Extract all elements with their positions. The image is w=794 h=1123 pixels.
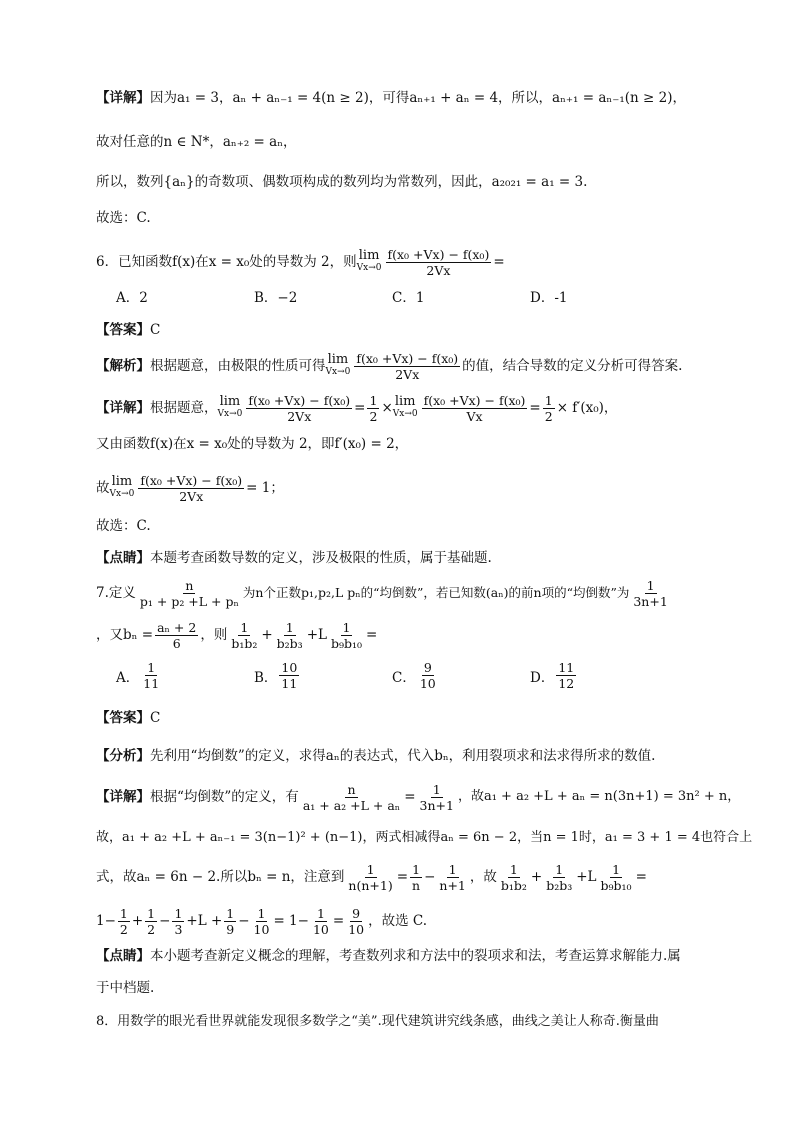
q7-comment-text-1: 本小题考查新定义概念的理解，考查数列求和方法中的裂项求和法，考查运算求解能力.属 (150, 948, 681, 964)
fraction-denominator: n+1 (439, 877, 466, 893)
fraction-numerator: n (347, 781, 356, 797)
lim-sub: Vx→0 (356, 263, 382, 273)
plus-sign: + (530, 869, 543, 885)
option-label: C． (392, 669, 416, 686)
q7-option-c (392, 660, 530, 691)
q7-option-b (254, 660, 392, 691)
q6-choose (96, 516, 734, 536)
fraction-numerator: n (185, 577, 194, 593)
q7-options (116, 660, 578, 691)
fraction-denominator: 2Vx (426, 262, 451, 278)
fraction-numerator: 1 (555, 861, 564, 877)
term-1 (229, 620, 259, 651)
fraction-denominator: 2Vx (179, 488, 204, 504)
lim-sub: Vx→0 (392, 409, 418, 419)
plus-sign: + (131, 913, 144, 929)
fraction-denominator: b₂b₃ (546, 877, 573, 893)
minus-sign: − (159, 913, 171, 929)
q7-detail-frac-5 (437, 862, 467, 893)
q7-detail-frac-3 (346, 862, 394, 893)
half-fraction (367, 393, 379, 424)
q5-detail-text-3: 所以，数列{aₙ}的奇数项、偶数项构成的数列均为常数列，因此，a₂₀₂₁ = a₁ = 3. (96, 174, 588, 190)
detail-tag: 【详解】 (96, 789, 150, 805)
fraction-denominator: 10 (348, 921, 365, 937)
equals-sign: = (366, 627, 378, 643)
fraction-denominator: 10 (253, 921, 270, 937)
comment-tag: 【点睛】 (96, 550, 150, 566)
q7-option-a (116, 660, 254, 691)
q7-analysis (96, 746, 734, 766)
fraction-denominator: Vx (466, 408, 483, 424)
fraction-numerator: 1 (412, 861, 421, 877)
fraction-denominator: 2 (544, 408, 553, 424)
fraction-denominator: p₁ + p₂ +L + pₙ (139, 593, 239, 609)
term-2 (275, 620, 305, 651)
fraction-denominator: 2 (147, 921, 156, 937)
fraction-denominator: 3 (174, 921, 183, 937)
q6-analysis-lim (326, 354, 351, 378)
q6-detail-lim-2 (393, 396, 418, 420)
q7-detail-3: 式，故aₙ = 6n − 2.所以bₙ = n，注意到 $\frac{1}{n(n+1)}$ = $\frac{1}{n}$ − $\frac{1}{n+1}$ ，故 $\frac{1}{\text{b₁b₂}}$ + $\frac{1}{\text{b₂b₃}}$ +L $\frac{1}{\text{b₉b₁₀}}$ = (96, 861, 647, 893)
fraction-numerator: 1 (240, 619, 249, 635)
q5-choose (96, 208, 734, 228)
fraction-denominator: 10 (419, 676, 436, 691)
fraction-numerator: aₙ + 2 (157, 619, 197, 635)
plus-l: +L (576, 869, 597, 885)
fraction-denominator: b₂b₃ (276, 635, 303, 651)
fraction-numerator: 1 (369, 392, 378, 408)
equals-sign: = (332, 913, 345, 929)
fraction-denominator: 6 (172, 635, 181, 651)
q7-stem (96, 574, 734, 612)
fraction-numerator: 1 (316, 905, 325, 921)
q7-stem-2 (96, 616, 734, 654)
lim-word: lim (394, 394, 416, 409)
q6-answer (96, 320, 734, 340)
fraction-denominator: b₁b₂ (500, 877, 527, 893)
q6-detail-lim-1 (218, 396, 243, 420)
q7-detail-1-b: ，故a₁ + a₂ +L + aₙ = n(3n+1) = 3n² + n， (457, 789, 741, 804)
equals-sign: = (635, 869, 647, 885)
q6-detail-3-fraction (138, 473, 244, 504)
answer-tag: 【答案】 (96, 710, 150, 726)
q7-detail-frac-4 (410, 862, 422, 893)
q5-detail-text: 因为a₁ = 3，aₙ + aₙ₋₁ = 4(n ≥ 2)，可得aₙ₊₁ + aₙ = 4，所以，aₙ₊₁ = aₙ₋₁(n ≥ 2)， (150, 90, 686, 106)
option-label: B． (254, 669, 278, 686)
q7-detail-frac-1 (301, 782, 402, 813)
fraction-numerator: 1 (285, 619, 294, 635)
q5-detail-line-3 (96, 172, 734, 192)
fraction-denominator: 2 (119, 921, 128, 937)
fraction-denominator: b₉b₁₀ (600, 877, 632, 893)
fraction-numerator: 1 (544, 392, 553, 408)
fraction-numerator: f(x₀ +Vx) − f(x₀) (248, 392, 351, 408)
q7-stem-fraction (631, 578, 669, 609)
comment-tag: 【点睛】 (96, 948, 150, 964)
fraction-denominator: b₁b₂ (231, 635, 258, 651)
fraction-denominator: 12 (558, 676, 575, 691)
fraction-numerator: 11 (558, 660, 575, 675)
equals-sign: = (354, 400, 366, 416)
term-2-repeat (544, 862, 574, 893)
q6-detail-end: × f′(x₀)， (556, 400, 618, 416)
equals-sign: = (529, 400, 541, 416)
q6-detail-fraction-2 (422, 393, 528, 424)
fraction-denominator: 10 (312, 921, 329, 937)
q7-answer (96, 708, 734, 728)
fraction-numerator: 1 (147, 660, 156, 675)
q6-comment (96, 548, 734, 568)
q6-detail-text: 根据题意， (150, 400, 218, 416)
fraction-denominator: 2Vx (287, 408, 312, 424)
q7-detail-1: 【详解】 根据“均倒数”的定义，有 $\frac{n}{\text{a₁ + a₂ +L + aₙ}}$ = $\frac{1}{3n+1}$ ，故a₁ + a₂ +L + aₙ = n(3n+1) = 3n² + n， (96, 781, 741, 813)
fraction-numerator: f(x₀ +Vx) − f(x₀) (356, 350, 459, 366)
q6-detail-3 (96, 470, 734, 506)
q6-detail-3-a: 故 (96, 480, 110, 496)
q7-comment-2 (96, 978, 734, 998)
q7-detail-2-text: 故，a₁ + a₂ +L + aₙ₋₁ = 3(n−1)² + (n−1)，两式相减得aₙ = 6n − 2，当n = 1时，a₁ = 3 + 1 = 4也符合上 (96, 830, 753, 845)
q7-detail-1-a: 根据“均倒数”的定义，有 (150, 789, 299, 805)
equals-sign: = (396, 869, 409, 885)
q5-detail-line-1 (96, 88, 734, 108)
q7-detail-3-a: 式，故aₙ = 6n − 2.所以bₙ = n，注意到 (96, 869, 345, 885)
fraction-numerator: 1 (509, 861, 518, 877)
term-3 (329, 620, 364, 651)
q7-stem2-a: ，又bₙ = (96, 627, 154, 643)
fraction-numerator: f(x₀ +Vx) − f(x₀) (387, 246, 490, 262)
fraction-numerator: 10 (281, 660, 298, 675)
lim-word: lim (111, 474, 133, 489)
q6-choose-text: 故选：C. (96, 518, 151, 534)
lim-word: lim (358, 248, 380, 263)
q6-option-a: A．2 (116, 290, 148, 306)
fraction-numerator: 1 (646, 577, 655, 593)
fraction-denominator: 2 (369, 408, 378, 424)
q6-option-c: C．1 (392, 290, 425, 306)
q6-detail-text-2: 又由函数f(x)在x = x₀处的导数为 2，即f′(x₀) = 2， (96, 436, 409, 452)
q6-stem-text: 6．已知函数f(x)在x = x₀处的导数为 2，则 (96, 254, 357, 270)
plus-sign: + (261, 627, 273, 643)
q8-stem-text: 8．用数学的眼光看世界就能发现很多数学之“美”.现代建筑讲究线条感，曲线之美让人称奇.衡量曲 (96, 1014, 659, 1029)
q7-option-d (530, 660, 578, 691)
fraction-denominator: a₁ + a₂ +L + aₙ (302, 797, 401, 813)
q7-detail-frac-2 (418, 782, 456, 813)
fraction-numerator: 1 (342, 619, 351, 635)
lim-word: lim (327, 352, 349, 367)
fraction-denominator: 2Vx (395, 366, 420, 382)
lim-word: lim (219, 394, 241, 409)
q7-detail-4-end: ，故选 C. (368, 913, 428, 929)
analysis-tag: 【分析】 (96, 748, 150, 764)
fraction-numerator: 1 (119, 905, 128, 921)
fraction-numerator: 1 (612, 861, 621, 877)
q6-comment-text: 本题考查函数导数的定义，涉及极限的性质，属于基础题. (150, 550, 492, 566)
q7-detail-4 (96, 902, 734, 940)
fraction-numerator: 1 (432, 781, 441, 797)
q5-detail-line-2 (96, 132, 734, 152)
q7-analysis-text: 先利用“均倒数”的定义，求得aₙ的表达式，代入bₙ，利用裂项求和法求得所求的数值. (150, 748, 656, 764)
q6-analysis-text: 根据题意，由极限的性质可得 (150, 358, 326, 374)
fraction-numerator: 9 (423, 660, 432, 675)
fraction-numerator: 1 (226, 905, 235, 921)
q6-detail-3-lim (110, 476, 135, 500)
bn-fraction (155, 620, 198, 651)
fraction-denominator: 9 (226, 921, 235, 937)
q7-answer-value: C (150, 710, 161, 726)
analysis-tag: 【解析】 (96, 358, 150, 374)
fraction-denominator: b₉b₁₀ (330, 635, 363, 651)
fraction-numerator: 1 (257, 905, 266, 921)
lim-sub: Vx→0 (109, 489, 135, 499)
option-label: D． (530, 669, 555, 686)
q7-stem2-b: ，则 (200, 627, 228, 643)
fraction-numerator: 1 (366, 861, 375, 877)
fraction-numerator: 1 (448, 861, 457, 877)
fraction-numerator: 9 (352, 905, 361, 921)
q7-comment-text-2: 于中档题. (96, 980, 155, 996)
q7-stem-a: 7.定义 (96, 585, 136, 601)
q6-analysis-fraction (354, 351, 460, 382)
term-3-repeat (599, 862, 634, 893)
fraction-denominator: 11 (143, 676, 160, 691)
q7-detail-3-c: ，故 (469, 869, 497, 885)
q6-option-d: D．-1 (530, 290, 568, 306)
equals-one-minus: = 1− (273, 913, 309, 929)
fraction-numerator: f(x₀ +Vx) − f(x₀) (140, 472, 243, 488)
term-1-repeat (499, 862, 529, 893)
equals-sign: = (493, 254, 505, 270)
minus-sign: − (238, 913, 250, 929)
fraction-numerator: f(x₀ +Vx) − f(x₀) (423, 392, 526, 408)
fraction-numerator: 1 (174, 905, 183, 921)
q7-detail-4-a: 1− (96, 913, 116, 929)
detail-tag: 【详解】 (96, 400, 150, 416)
half-fraction-2 (543, 393, 555, 424)
q6-lim (357, 250, 382, 274)
fraction-denominator: n (412, 877, 421, 893)
detail-tag: 【详解】 (96, 90, 150, 106)
fraction-numerator: 1 (147, 905, 156, 921)
fraction-denominator: n(n+1) (348, 877, 393, 893)
q5-detail-text-2: 故对任意的n ∈ N*，aₙ₊₂ = aₙ， (96, 134, 297, 150)
q6-option-b: B．−2 (254, 290, 298, 306)
answer-tag: 【答案】 (96, 322, 150, 338)
q6-analysis-tail: 的值，结合导数的定义分析可得答案. (462, 358, 683, 374)
q6-detail-2 (96, 434, 734, 454)
q6-detail-3-b: = 1； (246, 480, 284, 496)
q5-choose-text: 故选：C. (96, 210, 151, 226)
plus-l: +L + (186, 913, 223, 929)
q6-stem (96, 244, 734, 280)
lim-sub: Vx→0 (325, 367, 351, 377)
q7-comment (96, 946, 734, 966)
lim-sub: Vx→0 (217, 409, 243, 419)
option-label: A． (116, 669, 140, 686)
fraction-denominator: 3n+1 (633, 593, 668, 609)
q6-stem-fraction (386, 247, 492, 278)
q7-detail-2 (96, 828, 753, 848)
plus-l: +L (306, 627, 327, 643)
fraction-denominator: 3n+1 (419, 797, 454, 813)
q6-detail: 【详解】 根据题意， lim Vx→0 $\frac{\text{f(x₀ +Vx) − f(x₀)}}{2Vx}$ = $\frac{1}{2}$ × lim Vx→0 $\frac{\text{f(x₀ +Vx) − f(x₀)}}{Vx}$ = $\frac{1}{2}$ × f′(x₀)， (96, 392, 618, 424)
q6-analysis (96, 348, 734, 384)
q6-detail-fraction-1 (246, 393, 352, 424)
fraction-denominator: 11 (281, 676, 298, 691)
q8-stem (96, 1012, 734, 1032)
q6-options (116, 286, 567, 306)
q7-def-fraction (138, 578, 241, 609)
q6-answer-value: C (150, 322, 161, 338)
q7-stem-b: 为n个正数p₁,p₂,L pₙ的“均倒数”，若已知数(aₙ)的前n项的“均倒数”为 (242, 585, 630, 600)
